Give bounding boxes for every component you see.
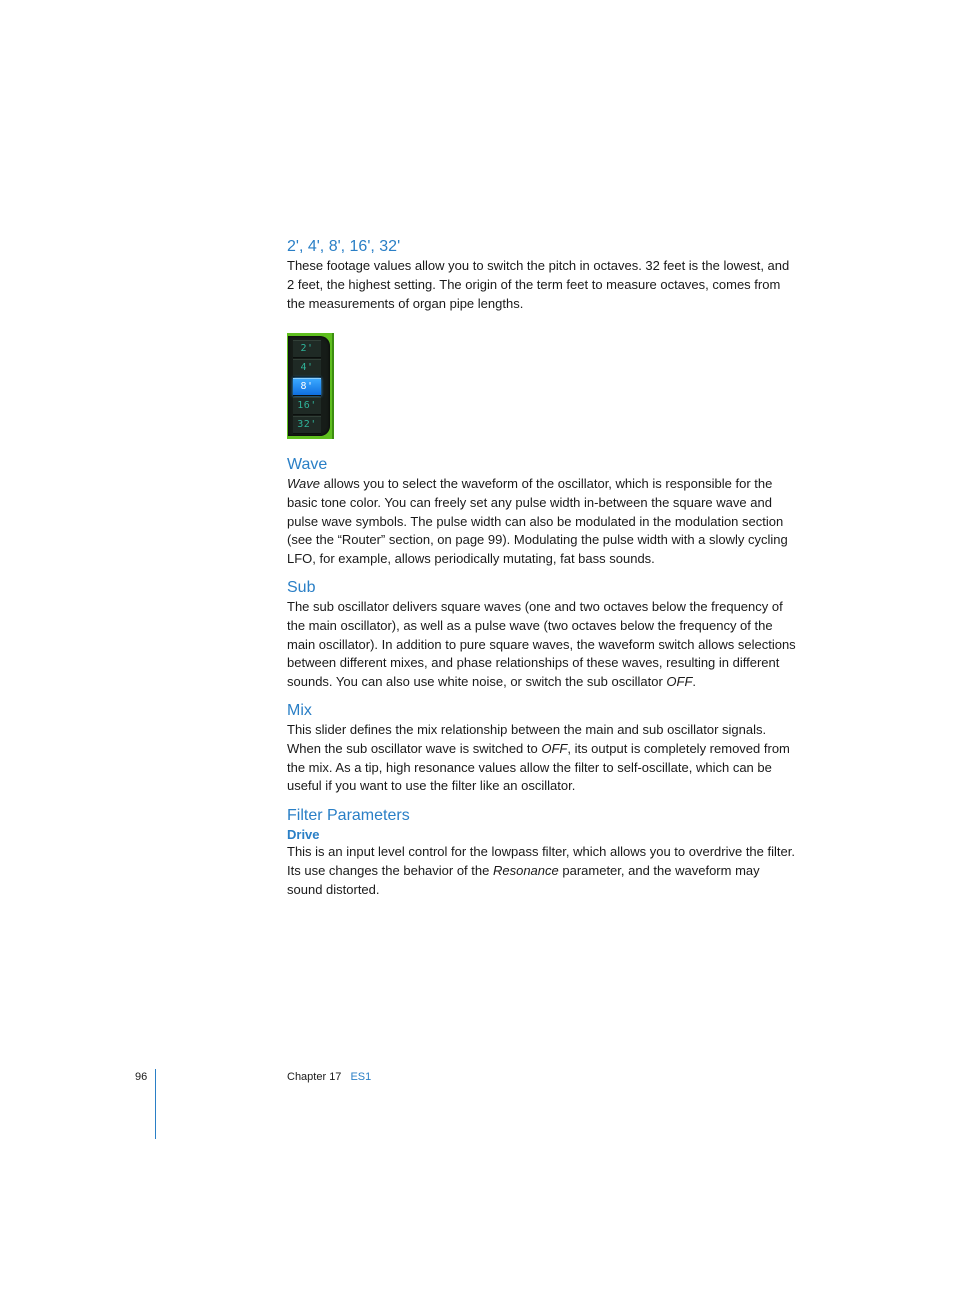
section-body-footage: These footage values allow you to switch the pitch in octaves. 32 feet is the lowest, and 2 feet, the highest setting. The origin of the term feet to measure octaves, comes from the measurements of organ pipe lengths. (287, 258, 790, 311)
sub-off-term: OFF (666, 674, 693, 690)
chapter-label: Chapter 17 (287, 1071, 342, 1083)
resonance-term: Resonance (492, 862, 559, 878)
section-heading-footage: 2', 4', 8', 16', 32' (287, 238, 401, 255)
footage-option-8-selected[interactable]: 8' (293, 378, 321, 396)
section-filter (287, 806, 797, 899)
sub-body-end: . (692, 674, 697, 690)
section-body-drive (287, 843, 797, 899)
footage-option-32[interactable]: 32' (293, 416, 321, 434)
section-body-wave (287, 475, 797, 569)
footage-option-4[interactable]: 4' (293, 359, 321, 377)
footer-chapter (287, 1071, 371, 1083)
footage-switch[interactable] (287, 333, 334, 439)
section-mix (287, 701, 797, 796)
section-body-sub (287, 598, 797, 692)
section-heading-wave: Wave (287, 456, 328, 473)
footer-rule (155, 1069, 156, 1139)
sub-body-text: The sub oscillator delivers square waves (one and two octaves below the frequency of the main oscillator), as well as a pulse wave (two octaves below the frequency of the main oscillator). In addition to pure square waves, the waveform switch allows selections between different mixes, and phase relationships of these waves, resulting in different sounds. You can also use white noise, or switch the sub oscillator (287, 599, 796, 690)
footage-option-16[interactable]: 16' (293, 397, 321, 415)
chapter-name: ES1 (350, 1071, 372, 1083)
section-body-mix (287, 721, 797, 796)
mix-off-term: OFF (541, 740, 568, 756)
section-heading-mix: Mix (287, 702, 312, 719)
section-wave (287, 455, 797, 569)
section-heading-filter: Filter Parameters (287, 807, 410, 824)
section-footage (287, 237, 797, 313)
footage-switch-panel (288, 336, 330, 436)
footage-option-2[interactable]: 2' (293, 340, 321, 358)
wave-term: Wave (287, 476, 320, 491)
subsection-heading-drive: Drive (287, 827, 320, 842)
page-number: 96 (135, 1071, 148, 1083)
wave-body-text: allows you to select the waveform of the oscillator, which is responsible for the basic tone color. You can freely set any pulse width in-between the square wave and pulse wave symbols. The pulse width can also be modulated in the modulation section (see the “Router” section, on page 99). Modulating the pulse width with a slowly cycling LFO, for example, allows periodically mutating, fat bass sounds. (287, 476, 788, 567)
mix-body-text: This slider defines the mix relationship between the main and sub oscillator signals. When the sub oscillator wave is switched to (287, 722, 767, 756)
drive-body-end: parameter, and the waveform may sound distorted. (287, 862, 760, 897)
mix-body-end: , its output is completely removed from the mix. As a tip, high resonance values allow the filter to self-oscillate, which can be useful if you want to use the filter like an oscillator. (287, 740, 790, 794)
section-sub (287, 578, 797, 692)
drive-body-text: This is an input level control for the lowpass filter, which allows you to overdrive the filter. Its use changes the behavior of the (287, 844, 795, 878)
section-heading-sub: Sub (287, 579, 316, 596)
